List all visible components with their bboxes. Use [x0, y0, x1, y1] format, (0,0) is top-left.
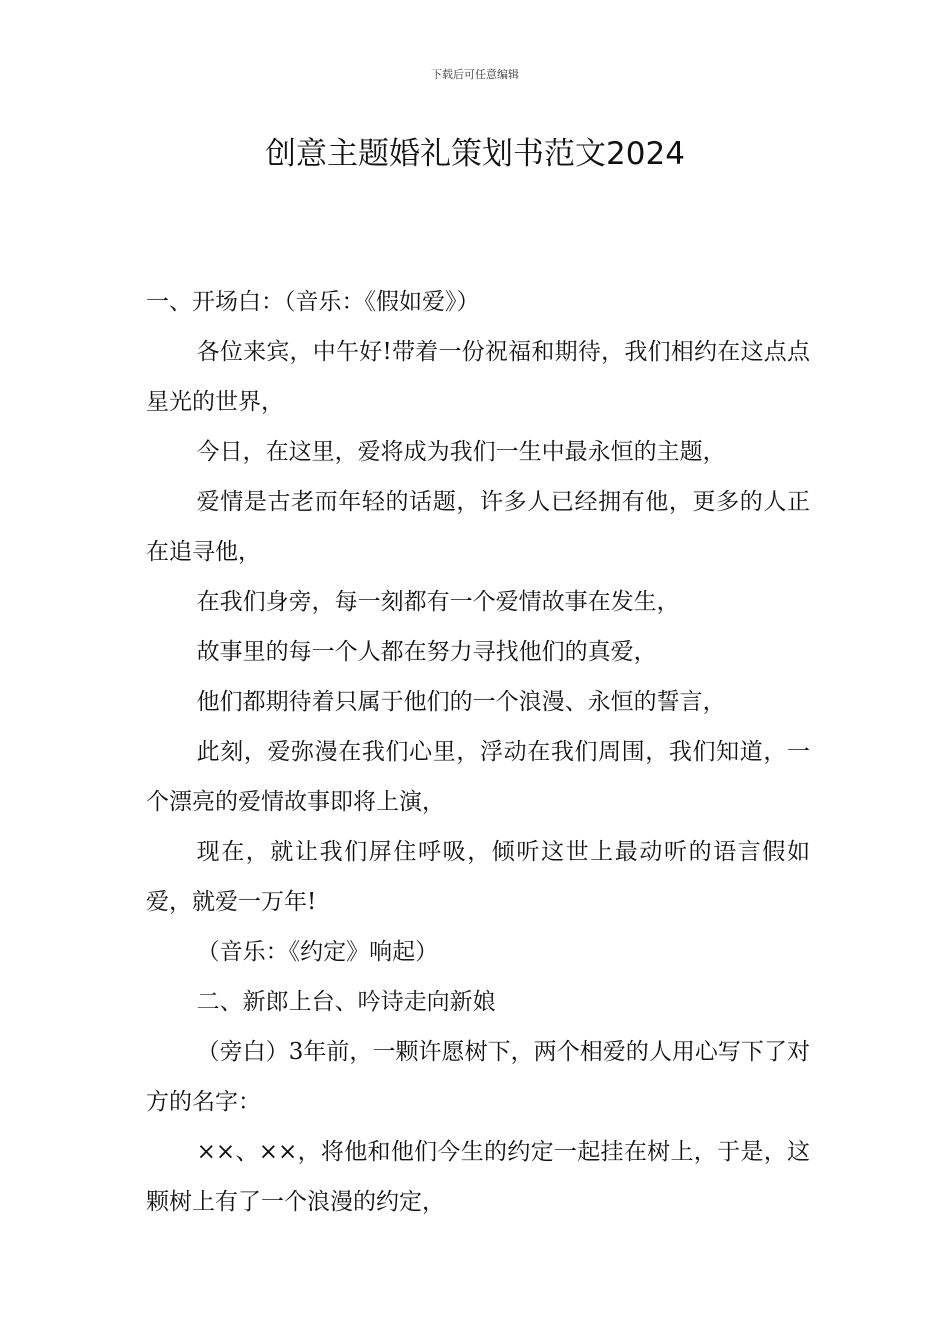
paragraph: 二、新郎上台、吟诗走向新娘 — [196, 989, 496, 1015]
paragraph: 一、开场白：（音乐：《假如爱》） — [146, 289, 480, 315]
document-body — [146, 277, 810, 1227]
paragraph: 各位来宾，中午好!带着一份祝福和期待，我们相约在这点点星光的世界， — [146, 339, 810, 415]
paragraph: 他们都期待着只属于他们的一个浪漫、永恒的誓言， — [196, 689, 726, 715]
document-title: 创意主题婚礼策划书范文2024 — [265, 136, 685, 172]
paragraph: 故事里的每一个人都在努力寻找他们的真爱， — [196, 639, 657, 665]
paragraph: 现在，就让我们屏住呼吸，倾听这世上最动听的语言假如爱，就爱一万年! — [146, 839, 810, 915]
paragraph: ××、××，将他和他们今生的约定一起挂在树上，于是，这颗树上有了一个浪漫的约定， — [146, 1139, 810, 1215]
paragraph: 今日，在这里，爱将成为我们一生中最永恒的主题， — [196, 439, 726, 465]
paragraph: （旁白）3年前，一颗许愿树下，两个相爱的人用心写下了对方的名字： — [146, 1039, 810, 1115]
paragraph: 此刻，爱弥漫在我们心里，浮动在我们周围，我们知道，一个漂亮的爱情故事即将上演， — [146, 739, 810, 815]
header-note: 下载后可任意编辑 — [431, 68, 519, 81]
paragraph: 在我们身旁，每一刻都有一个爱情故事在发生， — [196, 589, 680, 615]
paragraph: （音乐：《约定》响起） — [196, 939, 439, 965]
paragraph: 爱情是古老而年轻的话题，许多人已经拥有他，更多的人正在追寻他， — [146, 489, 810, 565]
